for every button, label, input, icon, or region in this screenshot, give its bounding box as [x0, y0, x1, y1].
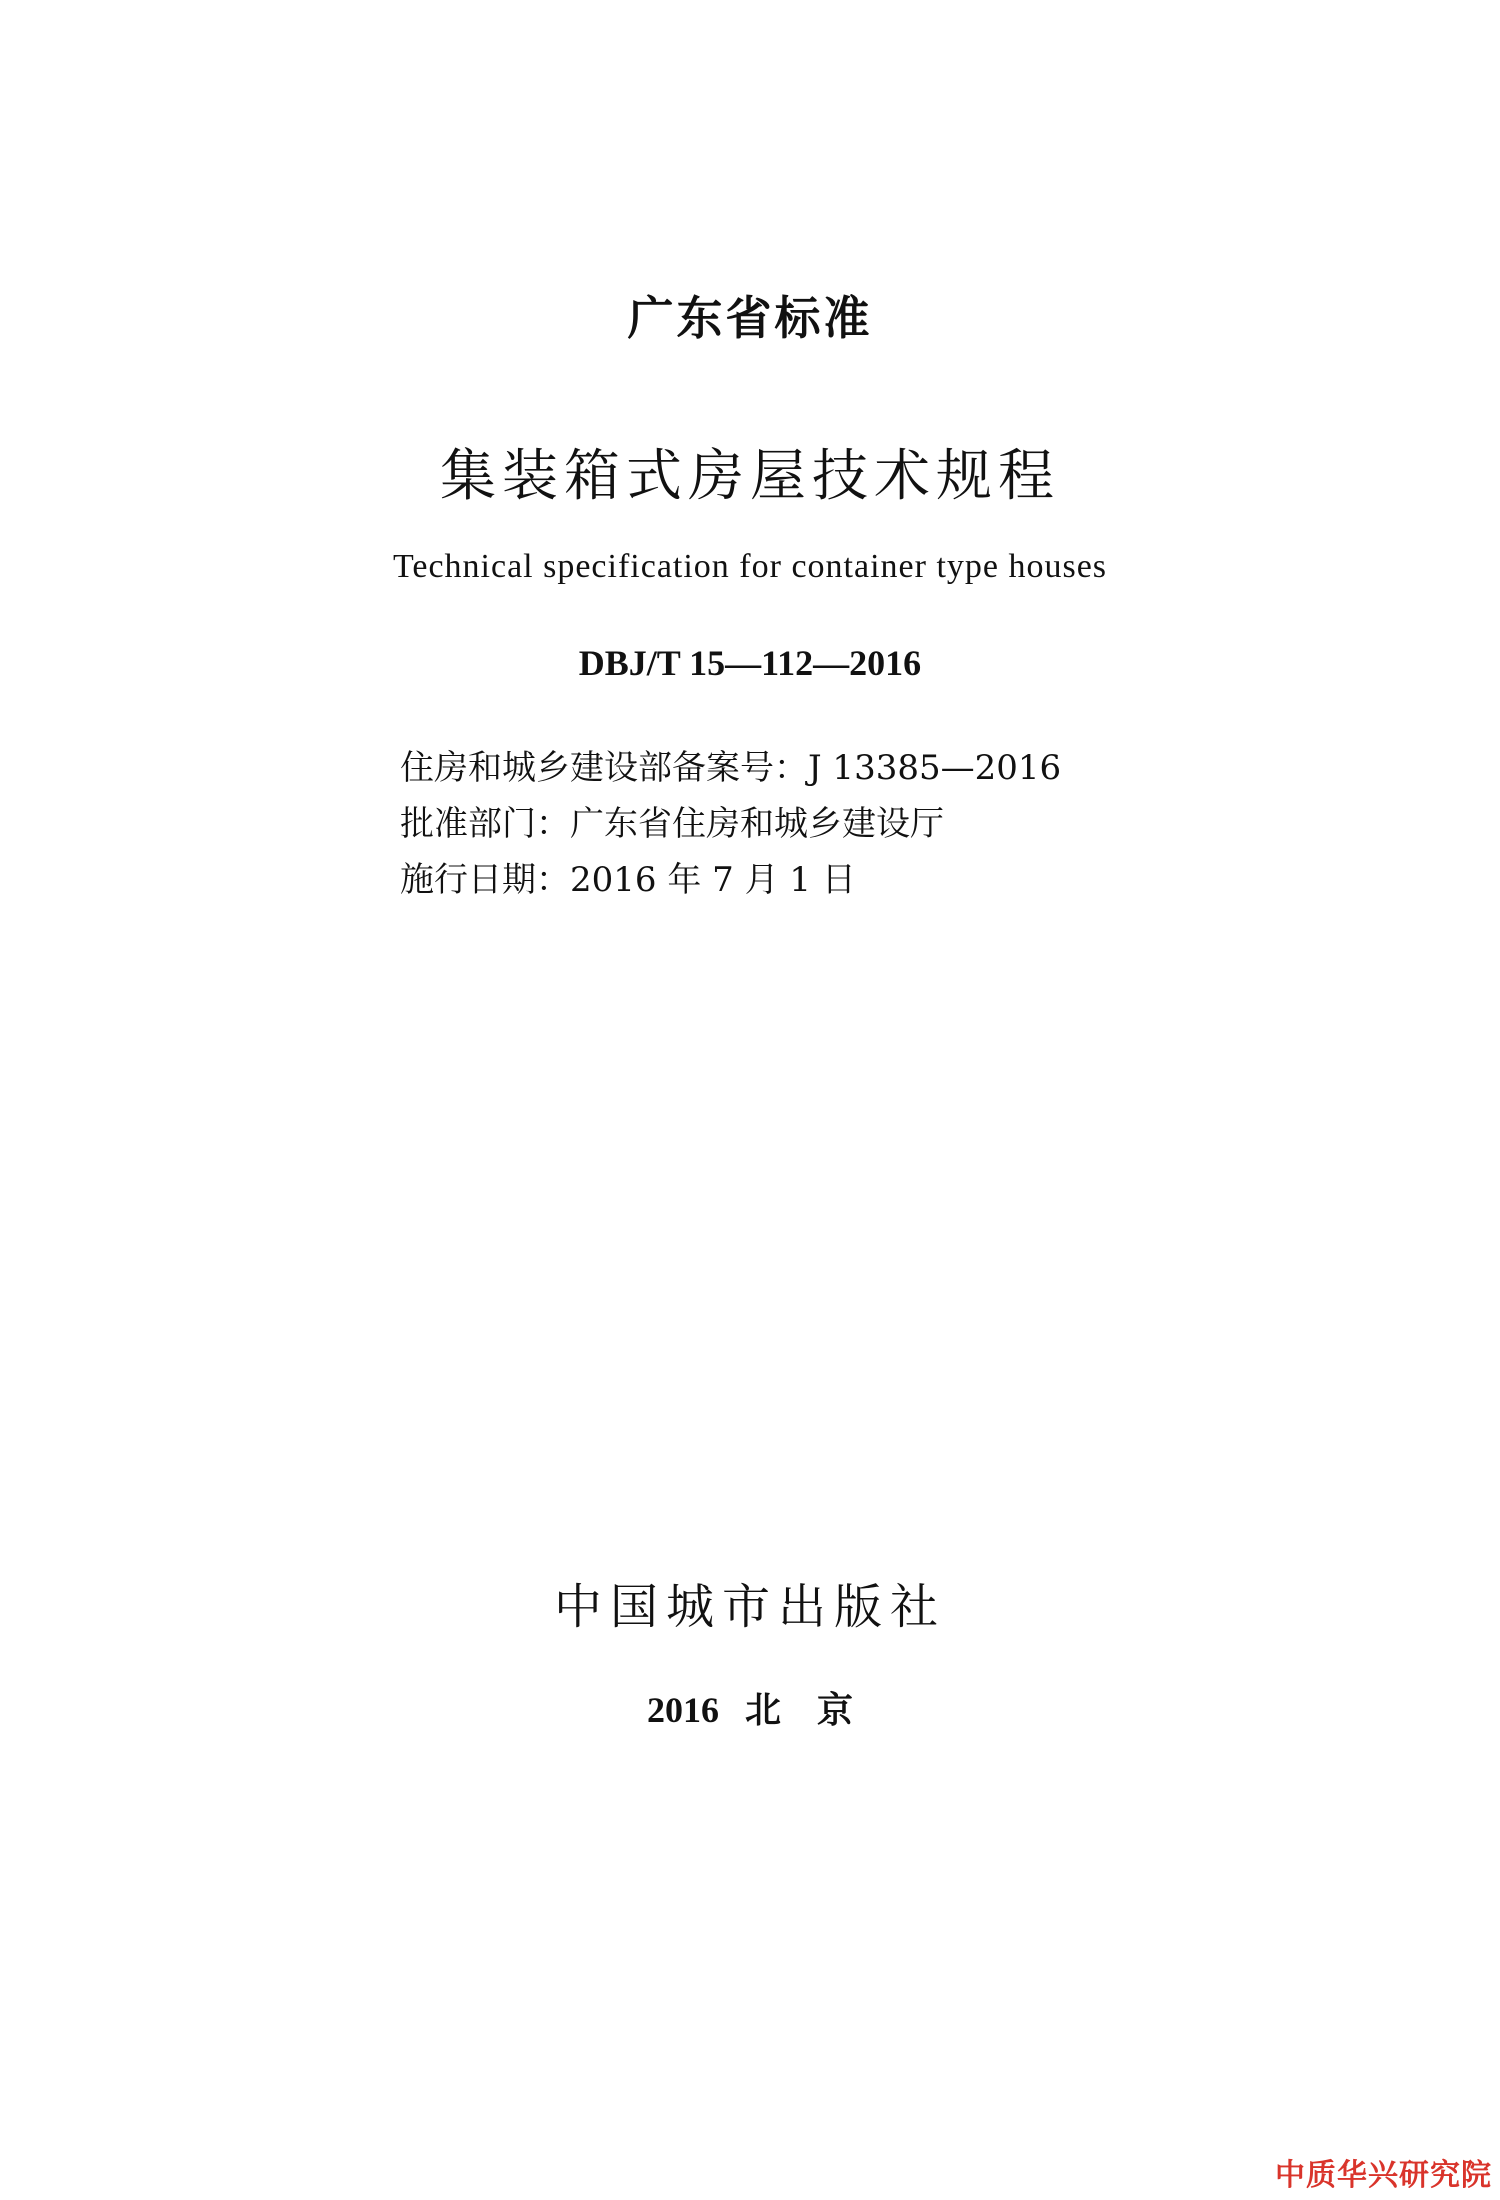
standard-code: DBJ/T 15—112—2016 [578, 643, 922, 683]
document-title-english: Technical specification for container type houses [392, 548, 1108, 585]
publication-city: 北 京 [744, 1690, 853, 1730]
watermark-text: 中质华兴研究院 [1275, 2158, 1492, 2193]
publication-line [0, 1682, 1500, 1733]
metadata-block [400, 740, 1061, 908]
publication-year: 2016 [646, 1690, 719, 1730]
document-title-chinese: 集装箱式房屋技术规程 [440, 444, 1060, 509]
publisher-name: 中国城市出版社 [553, 1579, 946, 1635]
province-standard-heading: 广东省标准 [627, 291, 873, 345]
approval-department: 批准部门：广东省住房和城乡建设厅 [400, 804, 944, 844]
effective-date: 施行日期：2016 年 7 月 1 日 [400, 860, 856, 900]
record-number: 住房和城乡建设部备案号：J 13385—2016 [400, 748, 1062, 788]
